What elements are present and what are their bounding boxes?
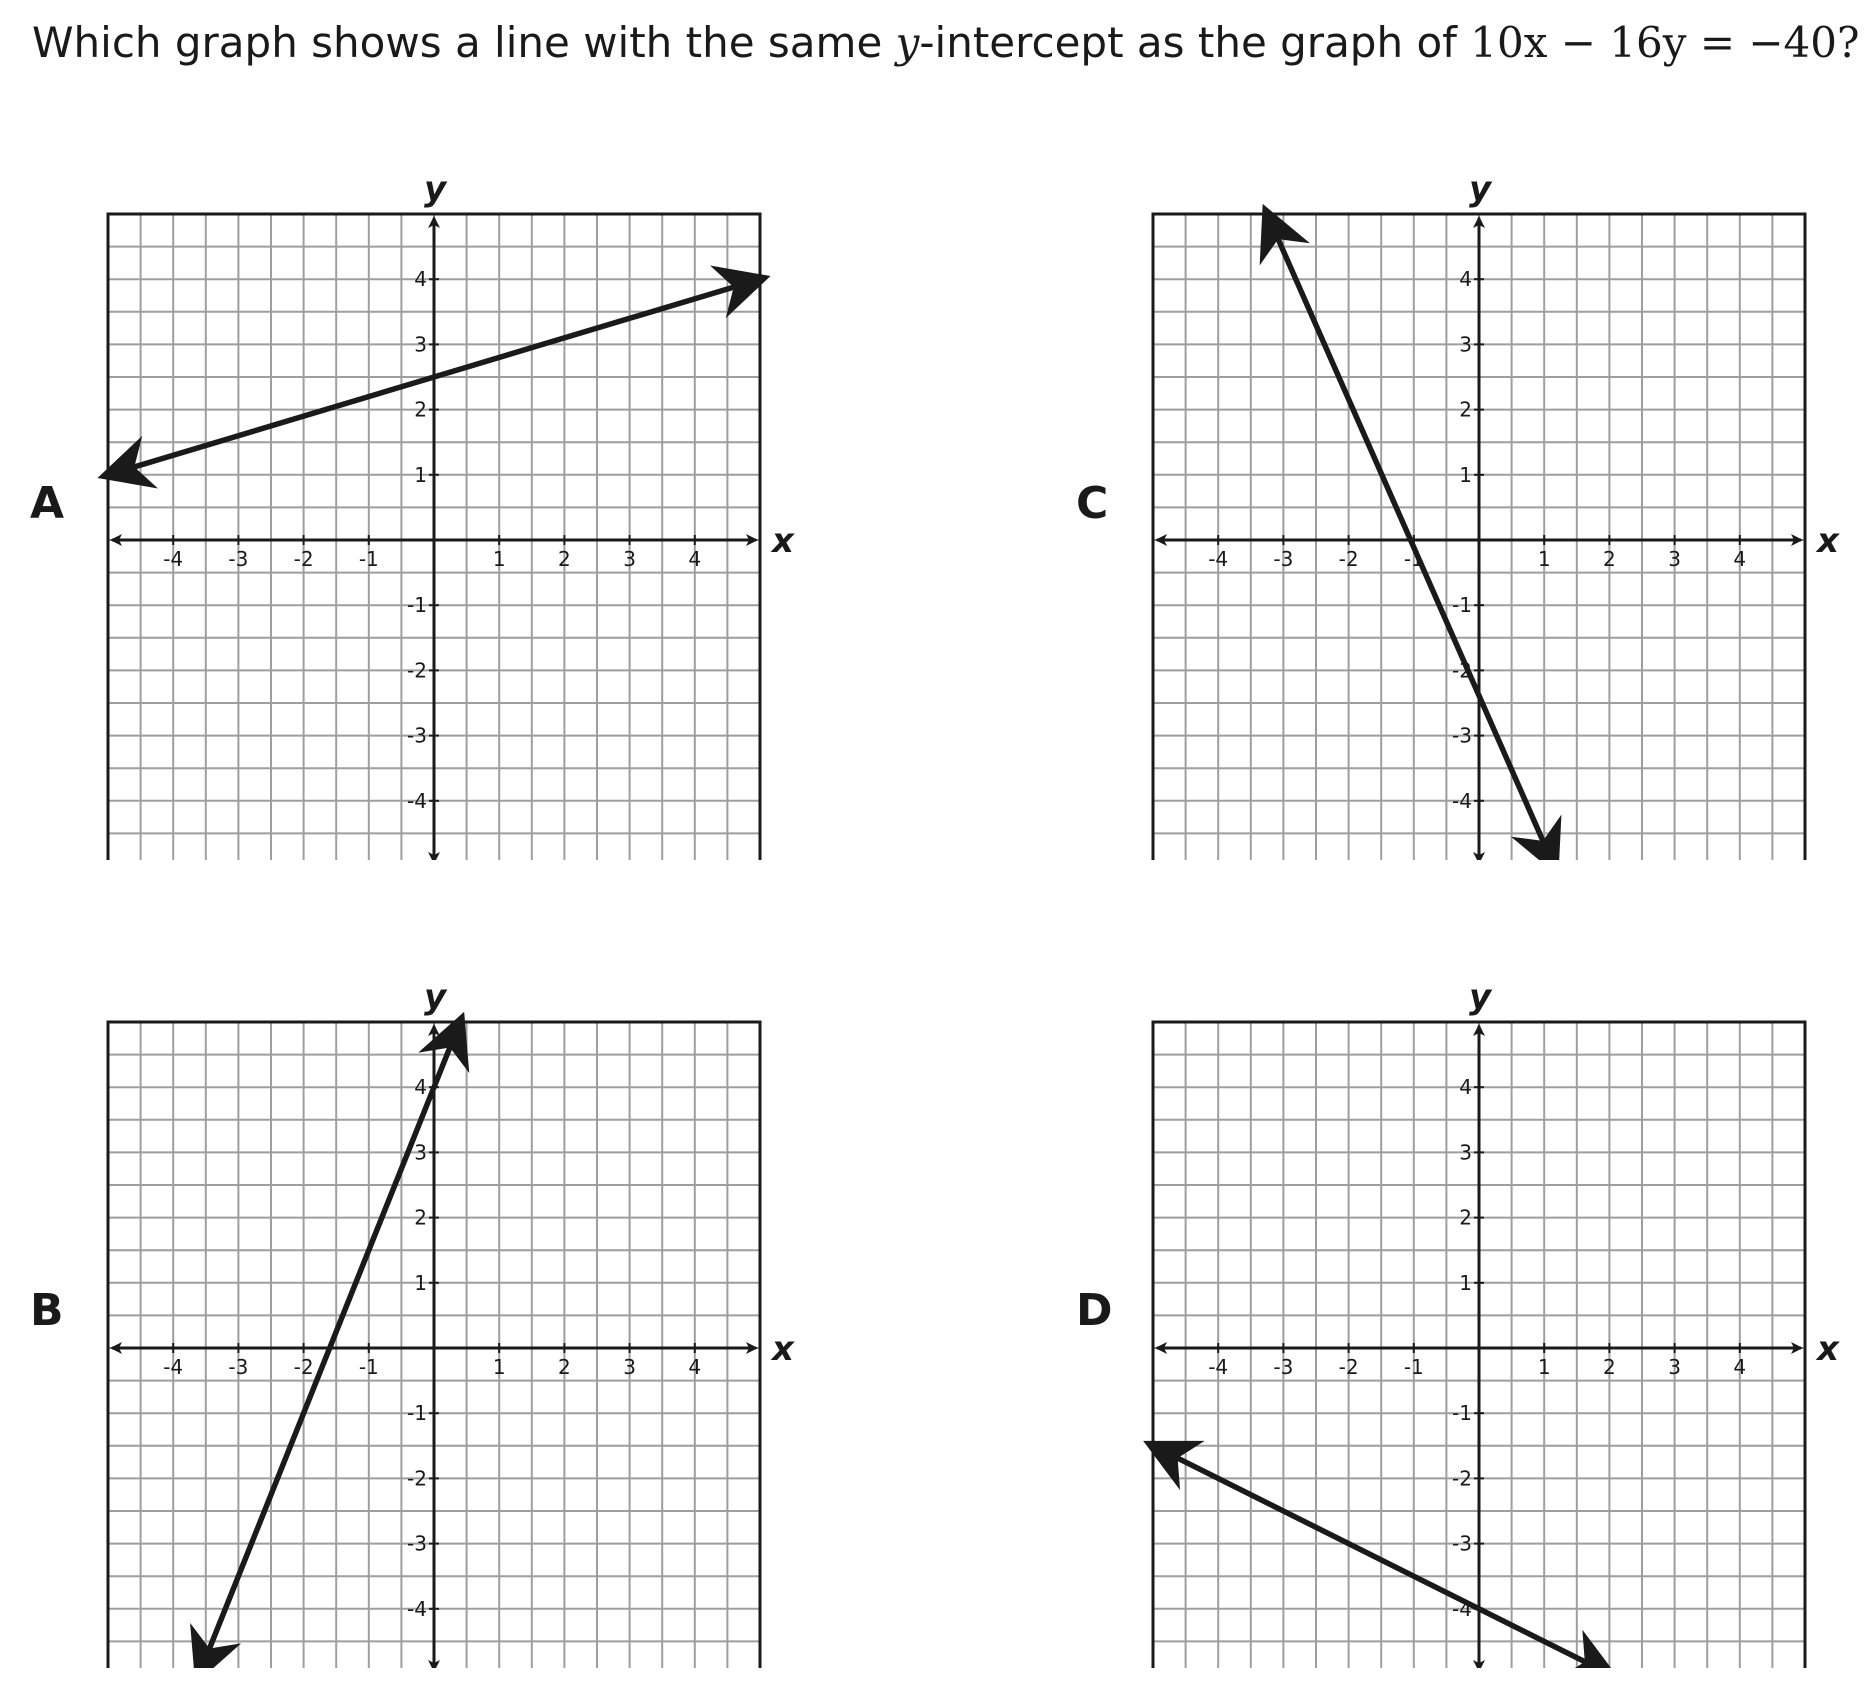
chart-svg xyxy=(70,968,810,1668)
y-tick-label: 2 xyxy=(414,397,427,422)
y-tick-label: 3 xyxy=(414,332,427,357)
y-tick-label: 2 xyxy=(1459,1205,1472,1230)
x-tick-label: -2 xyxy=(293,547,314,571)
graph-d[interactable] xyxy=(1115,968,1855,1668)
y-tick-label: 4 xyxy=(1459,267,1472,292)
x-tick-label: 3 xyxy=(1668,1355,1681,1379)
option-label-a[interactable]: A xyxy=(30,478,65,529)
y-tick-label: 1 xyxy=(1459,1270,1472,1295)
x-tick-label: 2 xyxy=(558,1355,571,1379)
y-tick-label: -2 xyxy=(1452,1466,1472,1491)
graph-c[interactable] xyxy=(1115,160,1855,860)
graph-a[interactable] xyxy=(70,160,810,860)
x-tick-label: 1 xyxy=(492,547,506,571)
option-label-b[interactable]: B xyxy=(30,1285,64,1336)
x-tick-label: -1 xyxy=(1403,1355,1424,1379)
x-tick-label: -4 xyxy=(1208,547,1229,571)
x-axis-label: x xyxy=(1817,1329,1839,1369)
x-tick-label: -3 xyxy=(228,1355,249,1379)
chart-svg xyxy=(70,160,810,860)
y-tick-label: -1 xyxy=(1452,593,1472,618)
y-tick-label: -1 xyxy=(1452,1401,1472,1426)
x-tick-label: 4 xyxy=(1733,547,1747,571)
question-suffix: -intercept as the graph of xyxy=(919,18,1457,67)
y-tick-label: -3 xyxy=(407,1531,427,1556)
y-tick-label: -3 xyxy=(1452,723,1472,748)
x-tick-label: -1 xyxy=(358,547,379,571)
x-tick-label: -1 xyxy=(358,1355,379,1379)
y-tick-label: -4 xyxy=(1452,788,1472,813)
y-tick-label: 1 xyxy=(1459,462,1472,487)
y-tick-label: -1 xyxy=(407,1401,427,1426)
x-tick-label: 2 xyxy=(558,547,571,571)
x-tick-label: 3 xyxy=(623,547,636,571)
x-tick-label: -4 xyxy=(163,1355,184,1379)
x-tick-label: 4 xyxy=(688,1355,702,1379)
question-text xyxy=(32,18,1860,67)
question-variable: y xyxy=(895,18,920,67)
y-axis-label: y xyxy=(1469,977,1492,1017)
x-tick-label: -1 xyxy=(1403,547,1424,571)
x-tick-label: -2 xyxy=(1338,547,1359,571)
x-tick-label: 1 xyxy=(492,1355,506,1379)
y-tick-label: 3 xyxy=(1459,1140,1472,1165)
x-tick-label: 2 xyxy=(1603,1355,1616,1379)
y-tick-label: -3 xyxy=(407,723,427,748)
y-tick-label: -2 xyxy=(407,1466,427,1491)
y-tick-label: 1 xyxy=(414,1270,427,1295)
y-tick-label: -2 xyxy=(1452,658,1472,683)
x-tick-label: 4 xyxy=(1733,1355,1747,1379)
y-tick-label: -2 xyxy=(407,658,427,683)
chart-svg xyxy=(1115,160,1855,860)
x-tick-label: 3 xyxy=(1668,547,1681,571)
y-tick-label: -4 xyxy=(407,1596,427,1621)
x-tick-label: -3 xyxy=(1273,547,1294,571)
y-tick-label: -4 xyxy=(1452,1596,1472,1621)
y-tick-label: 4 xyxy=(414,1075,427,1100)
y-tick-label: 4 xyxy=(1459,1075,1472,1100)
question-prefix: Which graph shows a line with the same xyxy=(32,18,896,67)
option-label-c[interactable]: C xyxy=(1076,478,1109,529)
y-tick-label: -3 xyxy=(1452,1531,1472,1556)
y-tick-label: 4 xyxy=(414,267,427,292)
x-tick-label: 3 xyxy=(623,1355,636,1379)
x-tick-label: 1 xyxy=(1537,547,1551,571)
chart-svg xyxy=(1115,968,1855,1668)
y-axis-label: y xyxy=(424,977,447,1017)
x-axis-label: x xyxy=(1817,521,1839,561)
question-equation: 10x − 16y = −40? xyxy=(1470,18,1860,67)
x-tick-label: 2 xyxy=(1603,547,1616,571)
x-axis-label: x xyxy=(772,1329,794,1369)
x-tick-label: 1 xyxy=(1537,1355,1551,1379)
x-tick-label: 4 xyxy=(688,547,702,571)
y-tick-label: 3 xyxy=(414,1140,427,1165)
x-tick-label: -4 xyxy=(1208,1355,1229,1379)
x-tick-label: -3 xyxy=(1273,1355,1294,1379)
x-axis-label: x xyxy=(772,521,794,561)
y-tick-label: -4 xyxy=(407,788,427,813)
x-tick-label: -2 xyxy=(293,1355,314,1379)
x-tick-label: -3 xyxy=(228,547,249,571)
option-label-d[interactable]: D xyxy=(1076,1285,1113,1336)
y-tick-label: -1 xyxy=(407,593,427,618)
x-tick-label: -2 xyxy=(1338,1355,1359,1379)
y-axis-label: y xyxy=(424,169,447,209)
y-tick-label: 2 xyxy=(1459,397,1472,422)
y-tick-label: 3 xyxy=(1459,332,1472,357)
y-tick-label: 2 xyxy=(414,1205,427,1230)
y-tick-label: 1 xyxy=(414,462,427,487)
x-tick-label: -4 xyxy=(163,547,184,571)
y-axis-label: y xyxy=(1469,169,1492,209)
graph-b[interactable] xyxy=(70,968,810,1668)
